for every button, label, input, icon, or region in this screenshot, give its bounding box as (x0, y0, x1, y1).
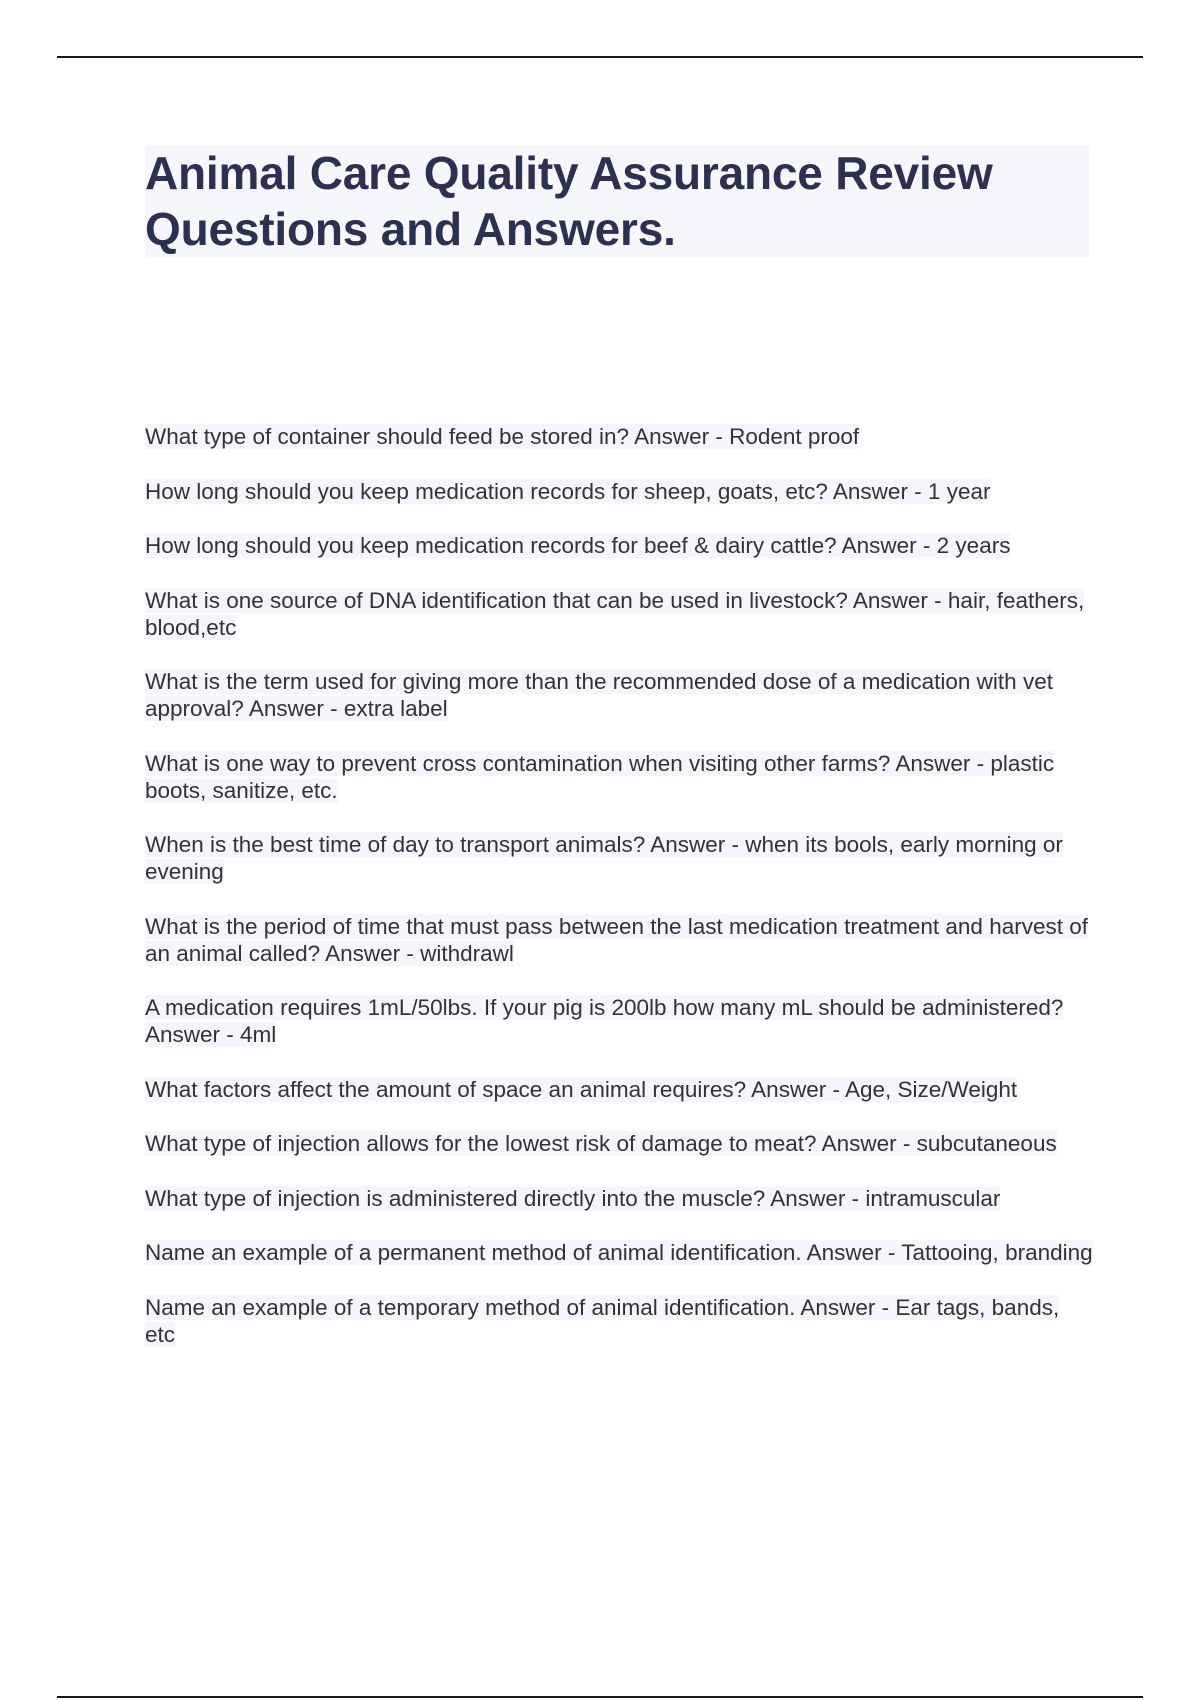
qa-item (145, 668, 1095, 722)
qa-list (145, 423, 1095, 1375)
qa-text: What is one source of DNA identification that can be used in livestock? Answer - hair, feathers, blood,etc (145, 587, 1085, 640)
qa-text: What type of container should feed be stored in? Answer - Rodent proof (145, 424, 860, 449)
qa-text: What factors affect the amount of space an animal requires? Answer - Age, Size/Weight (145, 1076, 1018, 1102)
qa-text: How long should you keep medication records for beef & dairy cattle? Answer - 2 years (145, 533, 1011, 558)
qa-item (145, 994, 1095, 1048)
qa-item (145, 1185, 1095, 1212)
bottom-divider (57, 1696, 1143, 1698)
qa-item (145, 1076, 1095, 1103)
qa-text: Name an example of a permanent method of animal identification. Answer - Tattooing, branding (145, 1240, 1093, 1265)
qa-item (145, 478, 1095, 505)
top-divider (57, 56, 1143, 58)
qa-text: How long should you keep medication records for sheep, goats, etc? Answer - 1 year (145, 478, 991, 504)
qa-item (145, 532, 1095, 559)
qa-item (145, 1130, 1095, 1157)
qa-text: What is one way to prevent cross contamination when visiting other farms? Answer - plastic boots, sanitize, etc. (145, 750, 1055, 803)
qa-text: What is the period of time that must pass between the last medication treatment and harvest of an animal called? Answer - withdrawl (145, 913, 1088, 966)
qa-text: Name an example of a temporary method of animal identification. Answer - Ear tags, bands, etc (145, 1294, 1060, 1347)
document-title: Animal Care Quality Assurance Review Questions and Answers. (145, 147, 993, 255)
qa-item (145, 587, 1095, 641)
qa-text: What type of injection is administered directly into the muscle? Answer - intramuscular (145, 1185, 1001, 1211)
qa-item (145, 913, 1095, 967)
qa-item (145, 1239, 1095, 1266)
qa-text: A medication requires 1mL/50lbs. If your pig is 200lb how many mL should be administered? Answer - 4ml (145, 995, 1064, 1047)
qa-item (145, 423, 1095, 450)
qa-text: What type of injection allows for the lowest risk of damage to meat? Answer - subcutaneous (145, 1131, 1057, 1156)
qa-text: What is the term used for giving more than the recommended dose of a medication with vet approval? Answer - extra label (145, 669, 1053, 721)
qa-item (145, 1294, 1095, 1348)
qa-item (145, 750, 1095, 804)
qa-text: When is the best time of day to transport animals? Answer - when its bools, early morning or evening (145, 832, 1063, 884)
qa-item (145, 831, 1095, 885)
title-block (145, 145, 1089, 257)
